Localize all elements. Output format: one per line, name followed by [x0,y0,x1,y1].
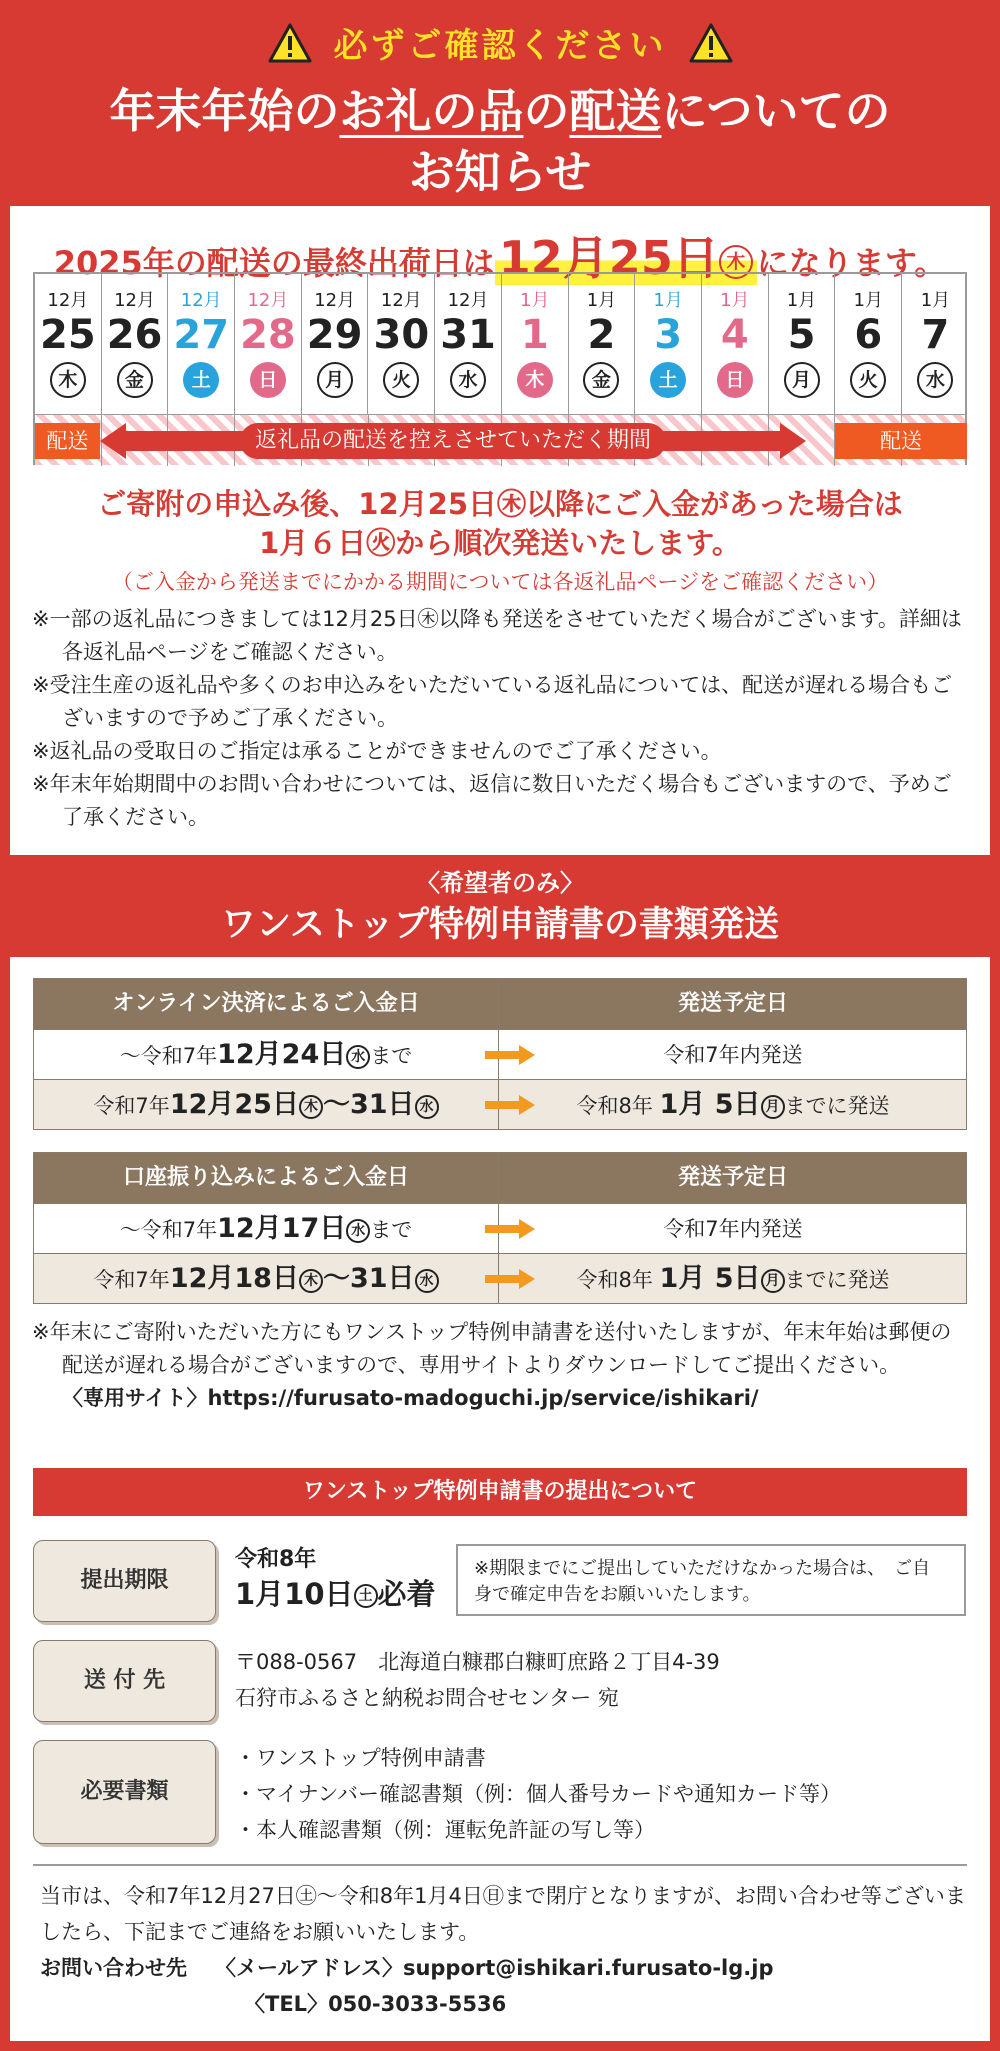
weekday-badge: 月 [761,1095,785,1119]
calendar-date: 28 [240,312,296,358]
weekday-badge: 金 [583,362,619,398]
address-value: 〒088-0567 北海道白糠郡白糠町庶路２丁目4-39 石狩市ふるさと納税お問合せセンター 宛 [235,1650,720,1710]
weekday-badge: 水 [346,1219,370,1243]
calendar-month: 1月 [853,290,883,311]
calendar-day [502,274,569,414]
calendar-date: 31 [440,312,496,358]
calendar-date: 5 [787,312,816,358]
table-row [34,1253,966,1303]
calendar-month: 1月 [786,290,817,311]
calendar-day [635,274,702,414]
table-header: 発送予定日 [677,1165,788,1190]
calendar-month: 1月 [520,290,550,311]
email-link[interactable]: support@ishikari.furusato-lg.jp [402,1956,774,1980]
deadline-note: ※期限までにご提出していただけなかった場合は、 ご自身で確定申告をお願いいたします。 [456,1544,966,1616]
table-cell: ～令和7年12月17日 水 まで [34,1204,499,1254]
divider [33,1864,967,1866]
warning-icon [689,23,733,63]
warning-line [0,18,1000,67]
calendar-month: 12月 [180,290,222,311]
table-cell: ～令和7年12月24日 水 まで [34,1030,499,1080]
note-item: ※返礼品の受取日のご指定は承ることができませんのでご了承ください。 [32,739,722,763]
calendar-day [569,274,636,414]
table-header: 口座振り込みによるご入金日 [34,1153,499,1203]
calendar-day [35,274,102,414]
note-item: ※年末にご寄附いただいた方にもワンストップ特例申請書を送付いたしますが、年末年始は郵便の配送が遅れる場合がございますので、専用サイトよりダウンロードしてご提出ください。 [32,1320,952,1377]
weekday-badge: 木 [719,245,753,279]
table-cell: 令和8年 1月 5日 月 までに発送 [576,1263,890,1294]
note-item: ※一部の返礼品につきましては12月25日㊍以降も発送をさせていただく場合がございます。詳細は各返礼品ページをご確認ください。 [32,607,962,664]
calendar-date: 7 [921,312,950,358]
calendar-month: 1月 [653,290,683,311]
onestop-tag: 〈希望者のみ〉 [416,869,584,897]
deadline-value: 令和8年 1月10日 土 必着 [235,1547,436,1611]
final-shipping-date: 12月25日 木 [495,231,757,285]
calendar-date: 4 [720,312,749,358]
calendar-day [769,274,836,414]
table-row [34,1203,966,1253]
weekday-badge: 木 [299,1269,323,1293]
hold-period-arrow [100,423,806,459]
weekday-badge: 月 [784,362,820,398]
weekday-badge: 水 [450,362,486,398]
onestop-banner [0,855,1000,957]
warning-text: 必ずご確認ください [333,26,667,66]
calendar-month: 12月 [247,290,289,311]
notice-line-1: ご寄附の申込み後、12月25日㊍以降にご入金があった場合は [97,487,903,521]
tel-link[interactable]: 050-3033-5536 [328,1992,507,2016]
calendar-date: 30 [373,312,430,358]
address-label: 送 付 先 [33,1640,216,1722]
weekday-badge: 金 [117,362,153,398]
table-cell: 令和8年 1月 5日 月 までに発送 [576,1089,890,1120]
weekday-badge: 木 [517,362,553,398]
documents-list [235,1740,841,1848]
site-line: 〈専用サイト〉https://furusato-madoguchi.jp/service/ishikari/ [62,1386,759,1410]
table-header-row [34,979,966,1029]
table-cell: 令和7年12月25日 木 ～31日 水 [34,1080,499,1130]
list-item: ・ワンストップ特例申請書 [235,1746,486,1770]
submission-bar: ワンストップ特例申請書の提出について [33,1468,967,1516]
bank-transfer-table [33,1152,967,1304]
calendar-day [435,274,502,414]
note-item: ※受注生産の返礼品や多くのお申込みをいただいている返礼品については、配送が遅れる場合もございますので予めご了承ください。 [32,673,953,730]
table-header-row [34,1153,966,1203]
weekday-badge: 木 [299,1095,323,1119]
calendar-day [168,274,235,414]
header-banner [0,0,1000,206]
calendar-date: 3 [654,312,683,358]
table-cell: 令和7年12月18日 木 ～31日 水 [34,1254,499,1304]
calendar-month: 1月 [720,290,750,311]
calendar-day [369,274,436,414]
closure-text: 当市は、令和7年12月27日㊏～令和8年1月4日㊐まで閉庁となりますが、お問い合わせ等ございましたら、下記までご連絡をお願いいたします。 [40,1884,966,1944]
calendar-period-row [35,414,965,465]
note-item: ※年末年始期間中のお問い合わせについては、返信に数日いただく場合もございますので、予めご了承ください。 [32,772,952,829]
table-cell: 令和7年内発送 [663,1043,803,1067]
final-shipping-line: 2025年の配送の最終出荷日は12月25日 木 になります。 [53,231,947,285]
calendar-month: 1月 [586,290,617,311]
calendar-month: 12月 [114,290,155,311]
table-header: 発送予定日 [677,991,788,1016]
calendar-month: 12月 [47,290,89,311]
onestop-note [32,1316,972,1415]
documents-label: 必要書類 [33,1740,216,1844]
calendar-day [235,274,302,414]
weekday-badge: 土 [650,362,686,398]
notes-list [32,603,972,834]
calendar-date: 25 [40,312,96,358]
onestop-title: ワンストップ特例申請書の書類発送 [221,905,779,945]
weekday-badge: 土 [183,362,219,398]
weekday-badge: 日 [717,362,753,398]
calendar-day [302,274,369,414]
deliver-label-end: 配送 [835,423,967,459]
list-item: ・マイナンバー確認書類（例：個人番号カードや通知カード等） [235,1782,842,1806]
table-header: オンライン決済によるご入金日 [34,979,499,1029]
online-payment-table [33,978,967,1130]
calendar-date: 6 [854,312,883,358]
weekday-badge: 土 [354,1584,378,1608]
weekday-badge: 水 [917,362,953,398]
weekday-badge: 火 [383,362,419,398]
weekday-badge: 火 [850,362,886,398]
weekday-badge: 水 [415,1269,439,1293]
shipping-calendar [33,272,967,465]
table-row [34,1079,966,1129]
calendar-day [702,274,769,414]
notice-sub: （ご入金から発送までにかかる期間については各返礼品ページをご確認ください） [111,570,889,594]
calendar-day [835,274,902,414]
notice-line-2: 1月６日㊋から順次発送いたします。 [259,526,741,560]
weekday-badge: 月 [761,1269,785,1293]
calendar-month: 12月 [380,290,422,311]
footer [40,1878,970,2022]
weekday-badge: 水 [346,1045,370,1069]
page-title-line2: お知らせ [408,145,592,199]
calendar-day [902,274,969,414]
calendar-day [102,274,169,414]
calendar-date: 26 [106,312,163,358]
contact-line: お問い合わせ先 〈メールアドレス〉support@ishikari.furusato-lg.jp [40,1956,774,1980]
tel-line: 〈TEL〉050-3033-5536 [244,1992,507,2016]
weekday-badge: 日 [250,362,286,398]
weekday-badge: 月 [317,362,353,398]
table-row [34,1029,966,1079]
calendar-date: 2 [587,312,616,358]
calendar-month: 12月 [447,290,489,311]
table-cell: 令和7年内発送 [663,1217,803,1241]
page-title: 年末年始のお礼の品の配送についての [109,84,891,138]
calendar-date: 1 [520,312,549,358]
calendar-date: 27 [173,312,230,358]
deadline-label: 提出期限 [33,1540,216,1622]
list-item: ・本人確認書類（例：運転免許証の写し等） [235,1818,655,1842]
weekday-badge: 水 [415,1095,439,1119]
calendar-month: 12月 [314,290,356,311]
warning-icon [268,23,312,63]
site-url-link[interactable]: https://furusato-madoguchi.jp/service/ishikari/ [207,1386,759,1410]
deliver-label-start: 配送 [35,423,100,459]
weekday-badge: 木 [50,362,86,398]
calendar-date: 29 [306,312,363,358]
calendar-month: 1月 [920,290,951,311]
hold-period-label: 返礼品の配送を控えさせていただく期間 [254,428,651,453]
